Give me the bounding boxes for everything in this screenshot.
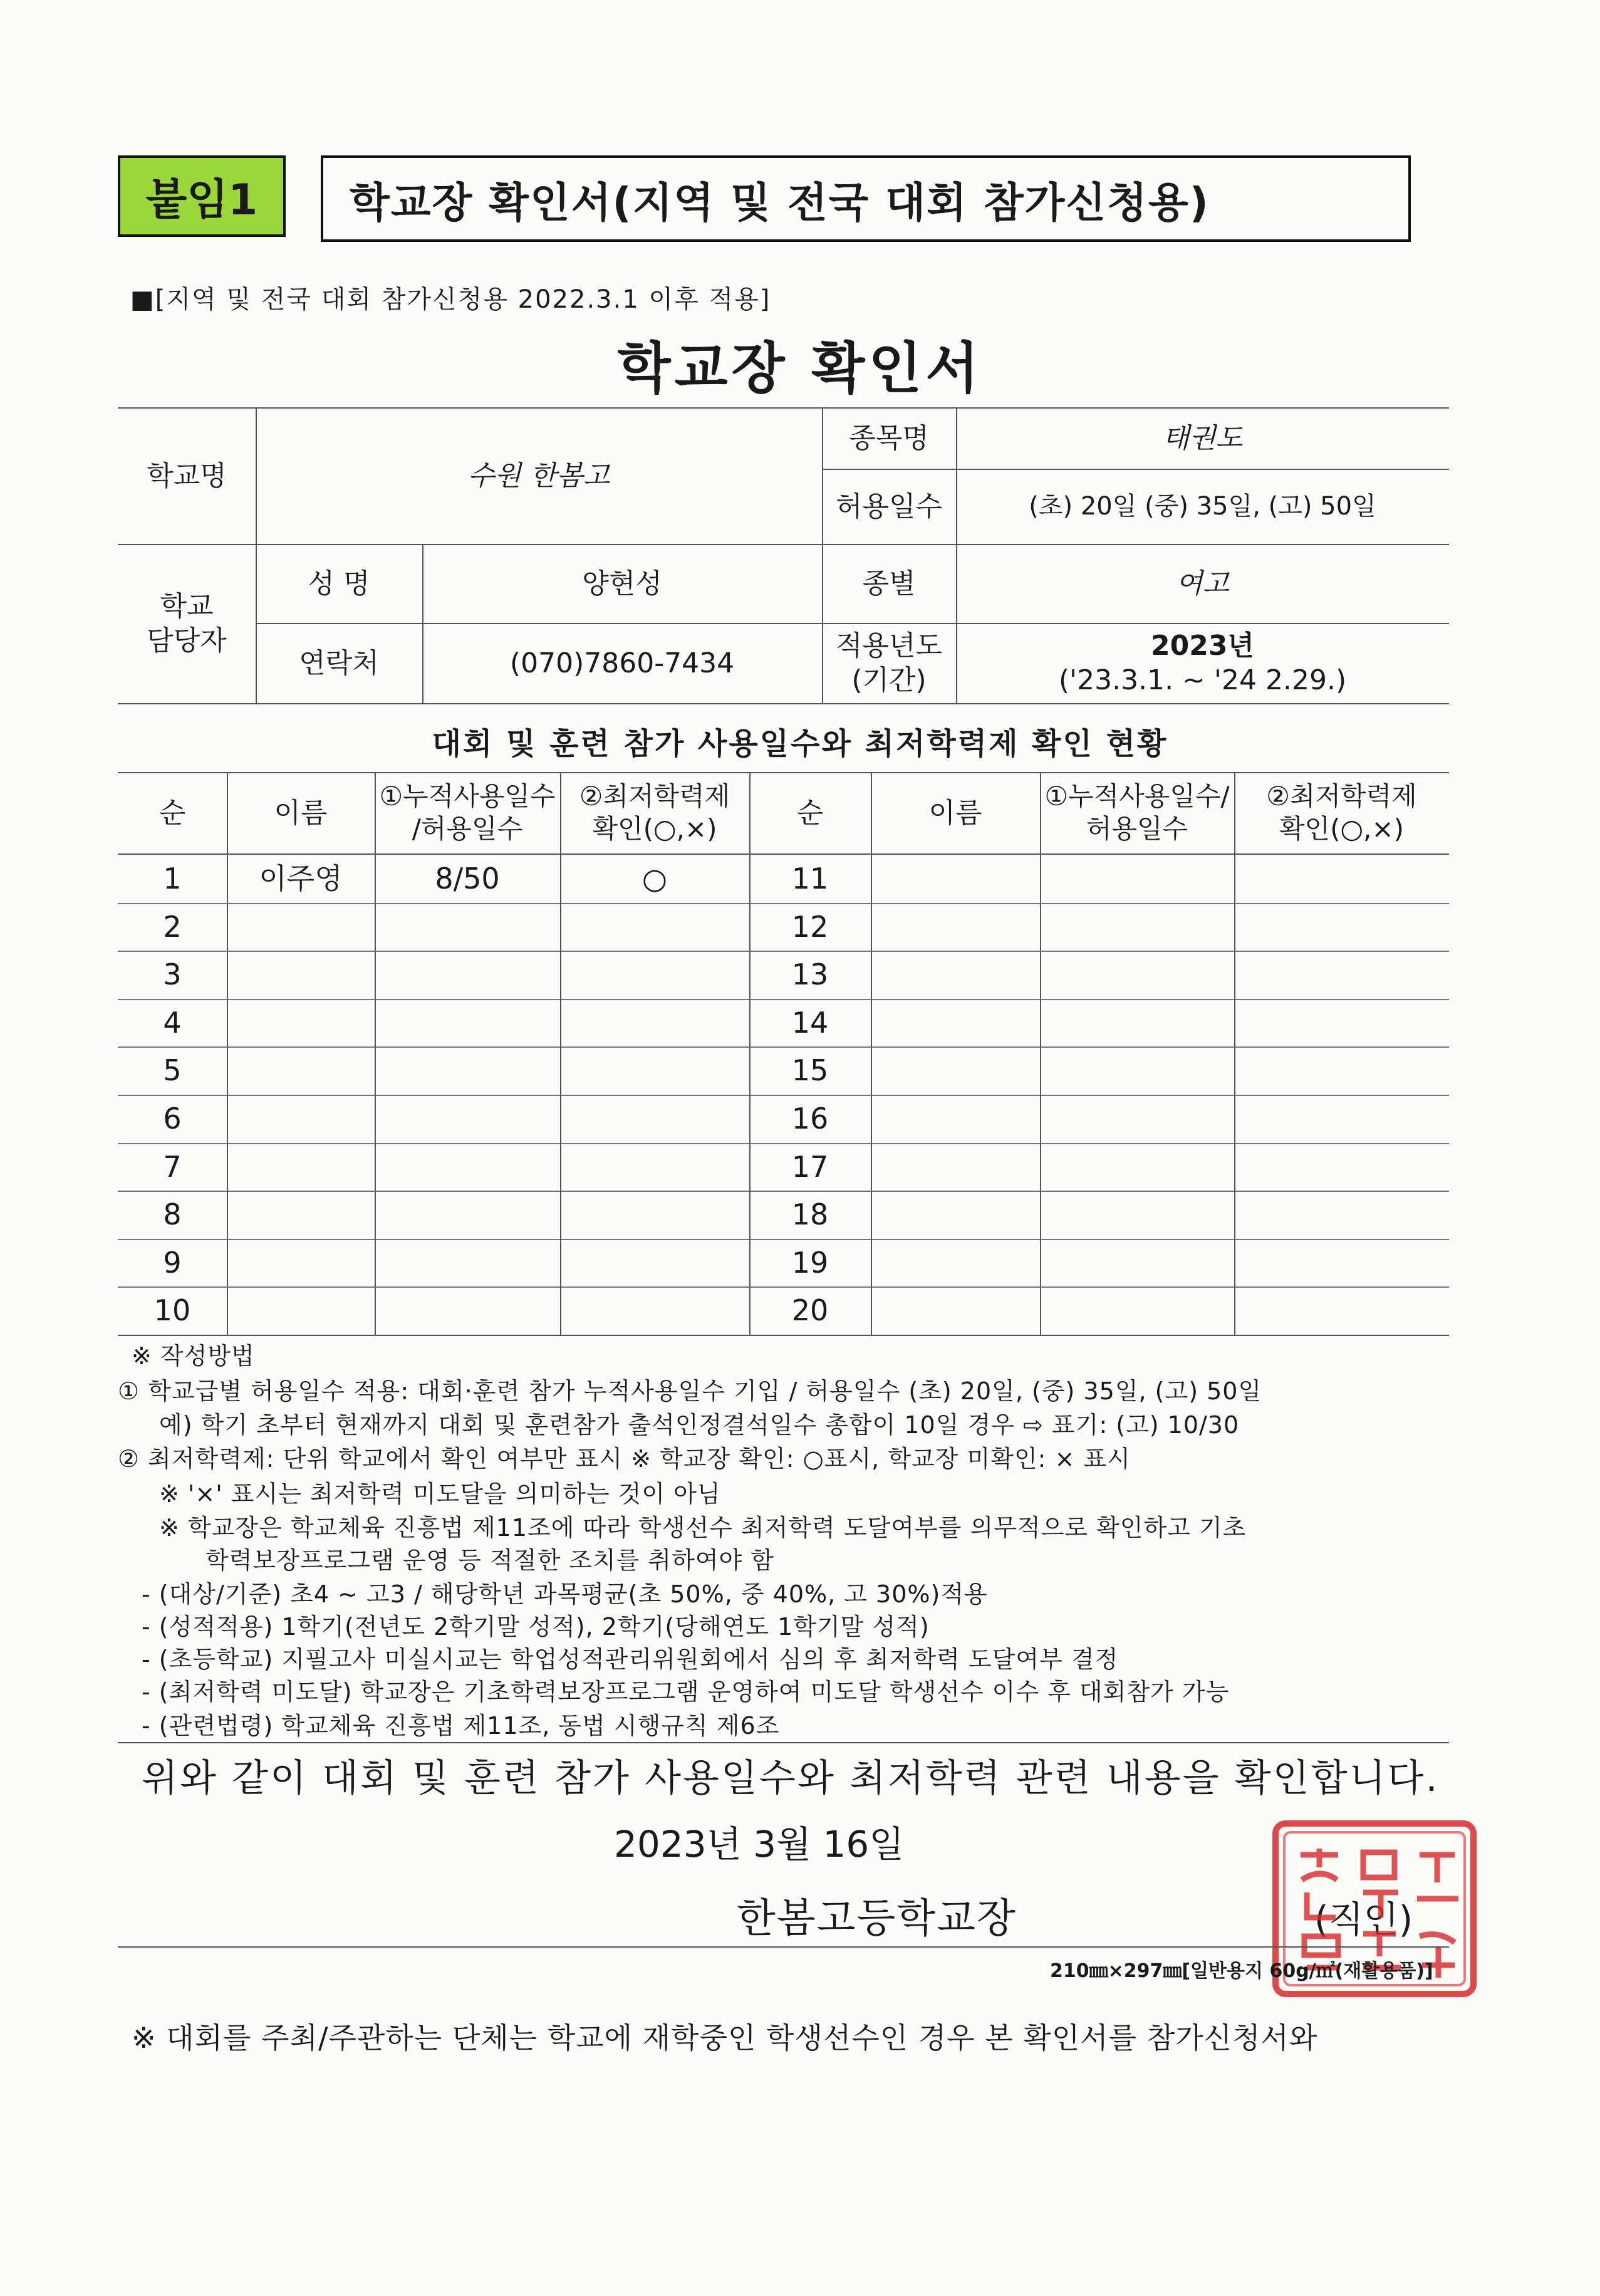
header-name-right: 이름 bbox=[928, 796, 982, 829]
footer-line bbox=[118, 1946, 1449, 1948]
date-text: 2023년 3월 16일 bbox=[614, 1823, 905, 1866]
page-title: 학교장 확인서 bbox=[617, 336, 983, 400]
contact-label: 연락처 bbox=[299, 647, 379, 679]
row-name-right bbox=[871, 951, 1040, 999]
instruction-line: ① 학교급별 허용일수 적용: 대회·훈련 참가 누적사용일수 기입 / 허용일수 (초) 20일, (중) 35일, (고) 50일 bbox=[118, 1377, 1262, 1405]
row-no-right: 15 bbox=[791, 1053, 829, 1087]
name-label: 성 명 bbox=[308, 567, 370, 600]
row-name-left bbox=[227, 951, 375, 999]
header-days-left-line1: ①누적사용일수 bbox=[379, 780, 556, 811]
row-check-left bbox=[560, 1046, 749, 1095]
row-name-left bbox=[227, 1286, 375, 1335]
principal-name: 한봄고등학교장 bbox=[737, 1896, 1017, 1942]
year-value bbox=[956, 623, 1449, 703]
row-name-right bbox=[871, 855, 1040, 903]
row-no-right: 18 bbox=[791, 1197, 829, 1231]
header-days-right-line2: 허용일수 bbox=[1086, 813, 1188, 844]
row-days-left bbox=[375, 1191, 560, 1239]
row-days-right bbox=[1040, 1143, 1234, 1191]
confirm-text: 위와 같이 대회 및 훈련 참가 사용일수와 최저학력 관련 내용을 확인합니다. bbox=[142, 1756, 1440, 1800]
row-check-right bbox=[1234, 1143, 1449, 1191]
row-no-left: 3 bbox=[163, 957, 182, 991]
school-label: 학교명 bbox=[147, 459, 227, 492]
instruction-line: - (관련법령) 학교체육 진흥법 제11조, 동법 시행규칙 제6조 bbox=[142, 1712, 780, 1740]
row-days-left bbox=[375, 1095, 560, 1143]
row-no-left: 7 bbox=[163, 1149, 182, 1184]
row-check-right bbox=[1234, 1239, 1449, 1287]
row-days-left bbox=[375, 903, 560, 951]
row-name-right bbox=[871, 1239, 1040, 1287]
row-check-left bbox=[560, 1286, 749, 1335]
category-label: 종별 bbox=[862, 567, 916, 600]
instruction-line: 학력보장프로그램 운영 등 적절한 조치를 취하여야 함 bbox=[205, 1547, 775, 1574]
header-title: 학교장 확인서(지역 및 전국 대회 참가신청용) bbox=[321, 155, 1411, 242]
instruction-line: - (대상/기준) 초4 ~ 고3 / 해당학년 과목평균(초 50%, 중 40%, 고 30%)적용 bbox=[142, 1580, 988, 1608]
row-days-left bbox=[375, 1143, 560, 1191]
row-no-right: 20 bbox=[791, 1293, 829, 1327]
row-days-left bbox=[375, 999, 560, 1047]
row-days-right bbox=[1040, 1046, 1234, 1095]
row-name-right bbox=[871, 1095, 1040, 1143]
row-days-left bbox=[375, 1046, 560, 1095]
year-label-line2: (기간) bbox=[851, 664, 927, 696]
instruction-line: - (초등학교) 지필고사 미실시교는 학업성적관리위원회에서 심의 후 최저학력 도달여부 결정 bbox=[142, 1646, 1119, 1673]
row-check-right bbox=[1234, 951, 1449, 999]
row-days-right bbox=[1040, 951, 1234, 999]
header-check-right bbox=[1234, 772, 1449, 853]
row-check-left bbox=[560, 1191, 749, 1239]
row-check-right bbox=[1234, 999, 1449, 1047]
row-no-right: 19 bbox=[791, 1245, 829, 1280]
top-note: ■[지역 및 전국 대회 참가신청용 2022.3.1 이후 적용] bbox=[130, 285, 771, 314]
row-check-right bbox=[1234, 1095, 1449, 1143]
row-no-left: 9 bbox=[163, 1245, 182, 1280]
row-no-left: 2 bbox=[163, 909, 182, 944]
row-check-left bbox=[560, 1143, 749, 1191]
row-check-right bbox=[1234, 1286, 1449, 1335]
row-check-left bbox=[560, 1095, 749, 1143]
header-check-right-line1: ②최저학력제 bbox=[1266, 780, 1417, 811]
header-name-left: 이름 bbox=[274, 796, 328, 829]
name-value: 양현성 bbox=[582, 567, 662, 600]
manager-label-line1: 학교 bbox=[160, 590, 214, 622]
row-days-right bbox=[1040, 1191, 1234, 1239]
instruction-line: 예) 학기 초부터 현재까지 대회 및 훈련참가 출석인정결석일수 총합이 10일 경우 ⇨ 표기: (고) 10/30 bbox=[159, 1411, 1240, 1439]
header-check-left bbox=[560, 772, 749, 853]
row-days-right bbox=[1040, 1286, 1234, 1335]
category-value: 여고 bbox=[1175, 567, 1229, 600]
row-days-left bbox=[375, 1286, 560, 1335]
row-name-right bbox=[871, 1046, 1040, 1095]
row-name-right bbox=[871, 999, 1040, 1047]
row-no-left: 10 bbox=[153, 1293, 191, 1327]
row-check-left bbox=[560, 951, 749, 999]
row-check-right bbox=[1234, 855, 1449, 903]
row-check-right bbox=[1234, 903, 1449, 951]
header-days-right-line1: ①누적사용일수/ bbox=[1044, 780, 1230, 811]
confirm-top-line bbox=[118, 1742, 1449, 1743]
row-check-right bbox=[1234, 1191, 1449, 1239]
header-days-left-line2: /허용일수 bbox=[412, 813, 523, 844]
allowed-label: 허용일수 bbox=[835, 490, 942, 523]
row-no-right: 13 bbox=[791, 957, 829, 991]
row-name-right bbox=[871, 1286, 1040, 1335]
row-days-left: 8/50 bbox=[435, 861, 500, 895]
row-no-right: 12 bbox=[791, 909, 829, 944]
year-label-line1: 적용년도 bbox=[835, 630, 942, 662]
row-no-right: 16 bbox=[791, 1101, 829, 1135]
row-check-left bbox=[560, 903, 749, 951]
row-days-right bbox=[1040, 999, 1234, 1047]
seal-note: (직인) bbox=[1314, 1898, 1413, 1941]
instruction-line: - (성적적용) 1학기(전년도 2학기말 성적), 2학기(당해연도 1학기말 성적) bbox=[142, 1613, 930, 1641]
row-name-left bbox=[227, 1095, 375, 1143]
paper-spec: 210㎜×297㎜[일반용지 60g/㎡(재활용품)] bbox=[1050, 1960, 1433, 1982]
instruction-line: ※ 작성방법 bbox=[132, 1342, 255, 1370]
row-name-left bbox=[227, 903, 375, 951]
row-name-left bbox=[227, 1143, 375, 1191]
row-no-left: 6 bbox=[163, 1101, 182, 1135]
row-name-right bbox=[871, 1191, 1040, 1239]
contact-value: (070)7860-7434 bbox=[509, 647, 735, 679]
instruction-line: ※ 학교장은 학교체육 진흥법 제11조에 따라 학생선수 최저학력 도달여부를 의무적으로 확인하고 기초 bbox=[159, 1514, 1247, 1542]
header-days-left bbox=[375, 772, 560, 853]
header-days-right bbox=[1040, 772, 1234, 853]
header-check-left-line2: 확인(○,×) bbox=[592, 813, 717, 844]
row-name-left: 이주영 bbox=[259, 861, 343, 895]
row-days-left bbox=[375, 1239, 560, 1287]
school-value: 수원 한봄고 bbox=[467, 459, 610, 492]
row-days-left bbox=[375, 951, 560, 999]
footnote: ※ 대회를 주최/주관하는 단체는 학교에 재학중인 학생선수인 경우 본 확인서를 참가신청서와 bbox=[132, 2021, 1318, 2055]
row-days-right bbox=[1040, 903, 1234, 951]
row-check-left bbox=[560, 1239, 749, 1287]
allowed-value: (초) 20일 (중) 35일, (고) 50일 bbox=[1029, 492, 1376, 521]
row-no-right: 14 bbox=[791, 1005, 829, 1040]
sport-label: 종목명 bbox=[849, 422, 929, 454]
header-no-right: 순 bbox=[796, 796, 824, 829]
section-title: 대회 및 훈련 참가 사용일수와 최저학력제 확인 현황 bbox=[432, 726, 1168, 761]
instruction-line: - (최저학력 미도달) 학교장은 기초학력보장프로그램 운영하여 미도달 학생선수 이수 후 대회참가 가능 bbox=[142, 1678, 1230, 1706]
row-check-left bbox=[560, 999, 749, 1047]
row-name-left bbox=[227, 1046, 375, 1095]
row-name-right bbox=[871, 903, 1040, 951]
row-days-right bbox=[1040, 1095, 1234, 1143]
row-no-left: 4 bbox=[163, 1005, 182, 1040]
row-no-right: 11 bbox=[791, 861, 829, 895]
row-no-left: 8 bbox=[163, 1197, 182, 1231]
row-no-left: 5 bbox=[163, 1053, 182, 1087]
header-check-right-line2: 확인(○,×) bbox=[1279, 813, 1405, 844]
info-bottom-line bbox=[118, 703, 1449, 704]
row-days-right bbox=[1040, 1239, 1234, 1287]
header-no-left: 순 bbox=[158, 796, 186, 829]
row-check-left: ○ bbox=[642, 861, 668, 895]
manager-label bbox=[118, 544, 256, 703]
header-check-left-line1: ②최저학력제 bbox=[579, 780, 730, 811]
row-check-right bbox=[1234, 1046, 1449, 1095]
row-no-left: 1 bbox=[163, 861, 182, 895]
row-name-left bbox=[227, 1191, 375, 1239]
year-value-line1: 2023년 bbox=[1151, 630, 1254, 662]
row-name-left bbox=[227, 1239, 375, 1287]
attachment-badge: 붙임1 bbox=[118, 155, 286, 237]
instruction-line: ② 최저학력제: 단위 학교에서 확인 여부만 표시 ※ 학교장 확인: ○표시, 학교장 미확인: × 표시 bbox=[118, 1445, 1131, 1473]
row-no-right: 17 bbox=[791, 1149, 829, 1184]
sport-value: 태권도 bbox=[1162, 422, 1243, 454]
year-label bbox=[822, 623, 956, 703]
instruction-line: ※ '×' 표시는 최저학력 미도달을 의미하는 것이 아님 bbox=[159, 1480, 721, 1508]
manager-label-line2: 담당자 bbox=[147, 625, 227, 657]
year-value-line2: ('23.3.1. ~ '24 2.29.) bbox=[1058, 664, 1347, 696]
row-name-right bbox=[871, 1143, 1040, 1191]
row-days-right bbox=[1040, 855, 1234, 903]
table-bottom-line bbox=[118, 1335, 1449, 1336]
row-name-left bbox=[227, 999, 375, 1047]
